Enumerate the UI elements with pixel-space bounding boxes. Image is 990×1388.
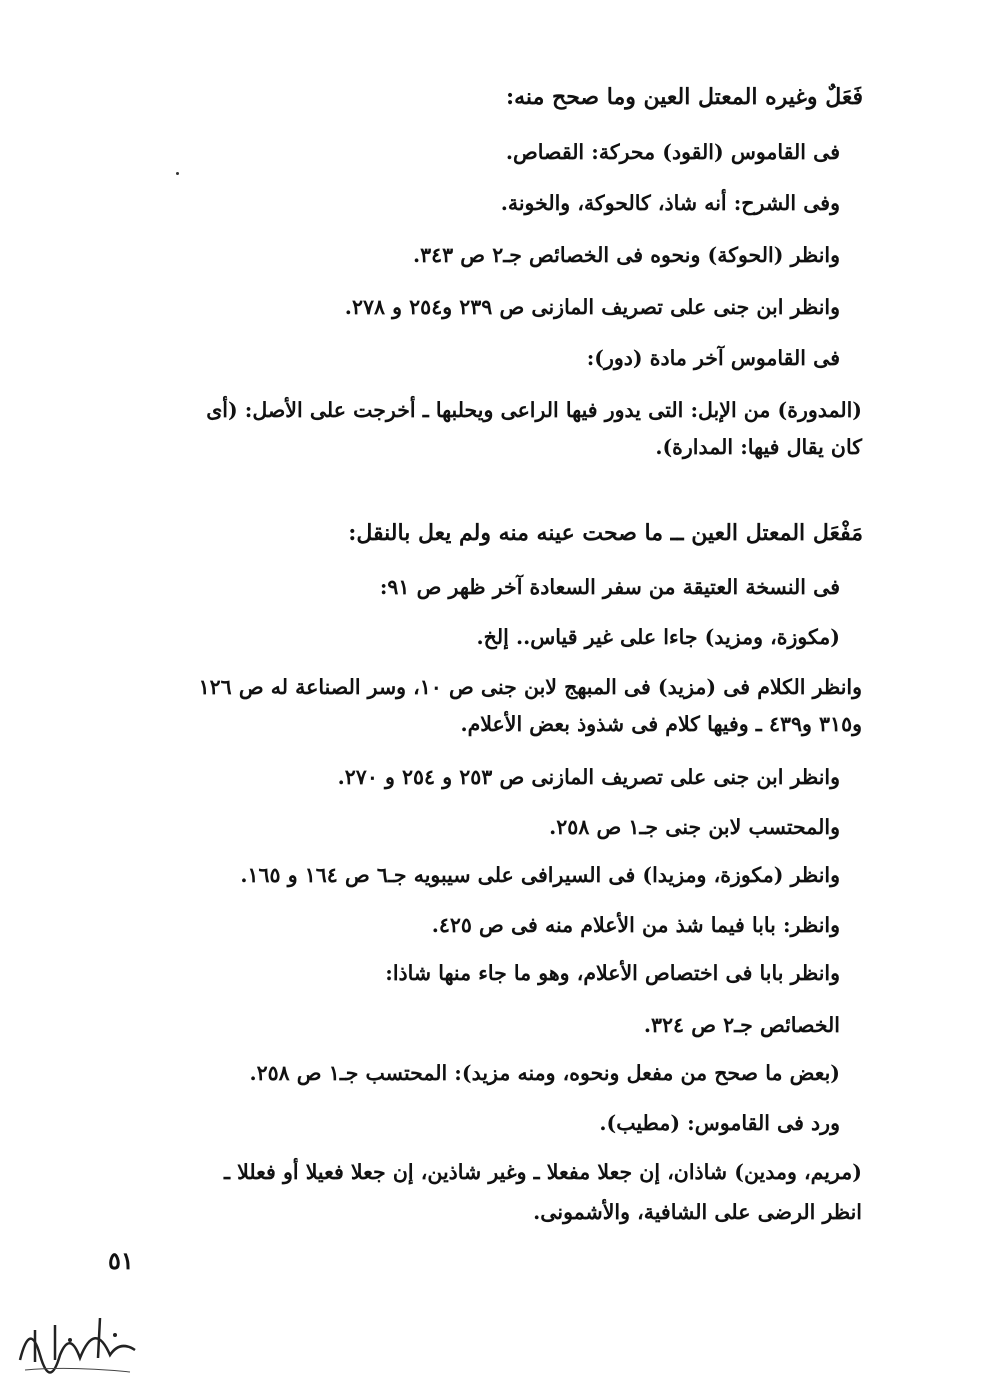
page-number: ٥١ [108, 1246, 134, 1275]
s2-line-6: والمحتسب لابن جنى جـ١ ص ٢٥٨. [549, 815, 840, 839]
s1-line-1: فى القاموس (القود) محركة: القصاص. [505, 140, 840, 164]
heading-2: مَفْعَل المعتل العين ــ ما صحت عينه منه ولم يعل بالنقل: [348, 520, 863, 546]
s1-line-4: وانظر ابن جنى على تصريف المازنى ص ٢٣٩ و٢٥٤ و ٢٧٨. [344, 295, 840, 319]
s2-line-2: (مكوزة، ومزيد) جاءا على غير قياس.. إلخ. [476, 625, 840, 649]
s2-line-4: و٣١٥ و٤٣٩ ـ وفيها كلام فى شذوذ بعض الأعلام. [460, 712, 862, 736]
publisher-logo [10, 1300, 145, 1380]
s2-line-10: الخصائص جـ٢ ص ٣٢٤. [643, 1013, 840, 1037]
s2-line-7: وانظر (مكوزة، ومزيدا) فى السيرافى على سيبويه جـ٦ ص ١٦٤ و ١٦٥. [240, 863, 840, 887]
s2-line-13: (مريم، ومدين) شاذان، إن جعلا مفعلا ـ وغير شاذين، إن جعلا فعيلا أو فعللا ـ [223, 1160, 862, 1184]
s2-line-5: وانظر ابن جنى على تصريف المازنى ص ٢٥٣ و ٢٥٤ و ٢٧٠. [337, 765, 840, 789]
heading-1: فَعَلٌ وغيره المعتل العين وما صحح منه: [506, 84, 863, 110]
s2-line-8: وانظر: بابا فيما شذ من الأعلام منه فى ص ٤٢٥. [431, 913, 840, 937]
s1-line-5: فى القاموس آخر مادة (دور): [586, 346, 840, 370]
s2-line-11: (بعض ما صحح من مفعل ونحوه، ومنه مزيد): المحتسب جـ١ ص ٢٥٨. [249, 1061, 840, 1085]
s1-line-2: وفى الشرح: أنه شاذ، كالحوكة، والخونة. [500, 191, 840, 215]
s2-line-1: فى النسخة العتيقة من سفر السعادة آخر ظهر ص ٩١: [379, 575, 840, 599]
s2-line-14: انظر الرضى على الشافية، والأشمونى. [533, 1200, 862, 1224]
s1-line-6: (المدورة) من الإبل: التى يدور فيها الراعى ويحلبها ـ أخرجت على الأصل: (أى [206, 398, 862, 422]
s1-line-7: كان يقال فيها: المدارة). [655, 435, 862, 459]
s2-line-3: وانظر الكلام فى (مزيد) فى المبهج لابن جنى ص ١٠، وسر الصناعة له ص ١٢٦ [198, 675, 862, 699]
stray-dot [176, 172, 179, 175]
s2-line-12: ورد فى القاموس: (مطيب). [599, 1111, 840, 1135]
s2-line-9: وانظر بابا فى اختصاص الأعلام، وهو ما جاء منها شاذا: [385, 961, 840, 985]
s1-line-3: وانظر (الحوكة) ونحوه فى الخصائص جـ٢ ص ٣٤٣. [412, 243, 840, 267]
